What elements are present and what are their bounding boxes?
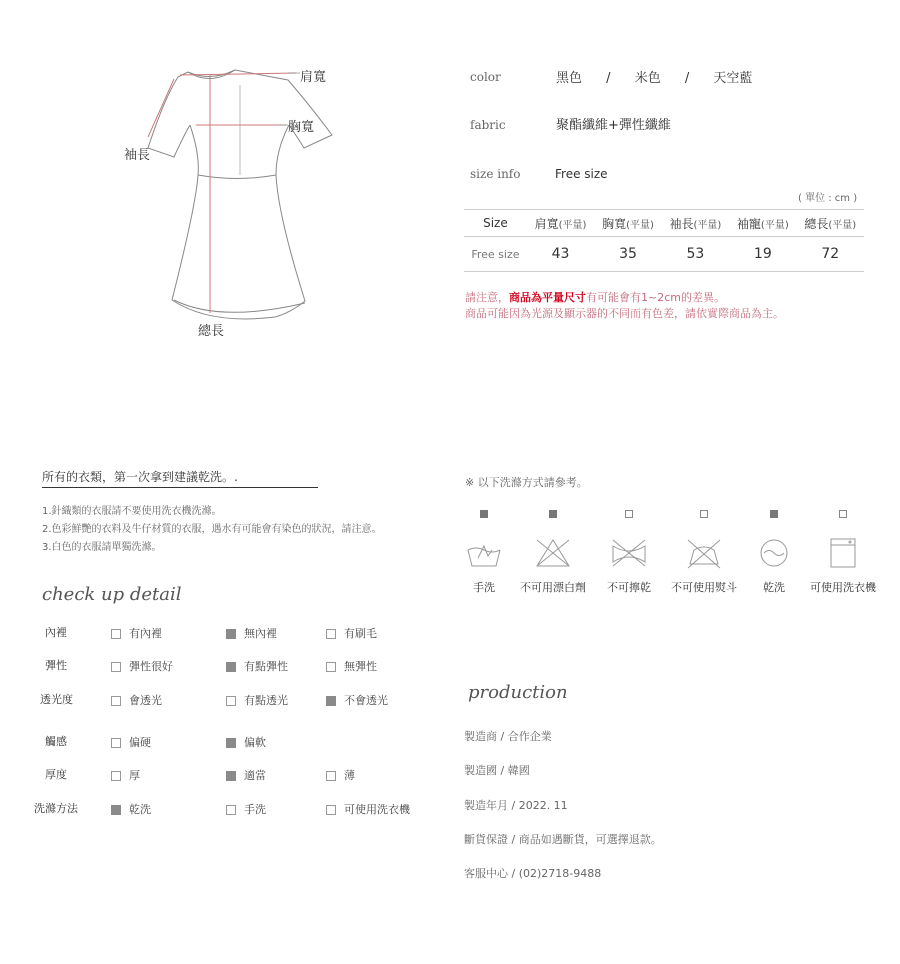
color-label: color [470, 70, 501, 84]
check-option-label: 有點彈性 [244, 660, 288, 673]
checkbox[interactable] [226, 738, 236, 748]
check-option[interactable] [226, 658, 288, 674]
checkbox[interactable] [111, 629, 121, 639]
checkbox[interactable] [111, 662, 121, 672]
care-checkbox[interactable] [770, 510, 778, 518]
check-option-label: 厚 [129, 769, 140, 782]
check-option-label: 有內裡 [129, 627, 162, 640]
care-checkbox[interactable] [700, 510, 708, 518]
cell-length: 72 [797, 237, 864, 272]
cell-chest: 35 [594, 237, 661, 272]
checkbox[interactable] [111, 771, 121, 781]
check-option-label: 會透光 [129, 694, 162, 707]
header-sleeve: 袖長(平量) [662, 210, 729, 237]
check-option-label: 有刷毛 [344, 627, 377, 640]
check-option[interactable] [111, 658, 173, 674]
size-table-header [464, 210, 864, 237]
check-option-label: 有點透光 [244, 694, 288, 707]
cell-size: Free size [464, 237, 527, 272]
check-option[interactable] [226, 734, 266, 750]
header-armhole: 袖寵(平量) [729, 210, 796, 237]
care-checkbox[interactable] [625, 510, 633, 518]
check-option-label: 適當 [244, 769, 266, 782]
checkbox[interactable] [226, 662, 236, 672]
check-option[interactable] [226, 692, 288, 708]
check-row-label: 彈性 [45, 659, 67, 672]
label-shoulder: 肩寬 [300, 70, 327, 85]
check-row-label: 內裡 [45, 626, 67, 639]
no-bleach-icon [535, 536, 571, 574]
fabric-value: 聚酯纖維+彈性纖維 [556, 118, 671, 133]
checkbox[interactable] [111, 805, 121, 815]
check-detail-title: check up detail [42, 584, 182, 605]
production-service: 客服中心 / (02)2718-9488 [464, 867, 602, 880]
fabric-label: fabric [470, 118, 506, 132]
header-chest: 胸寬(平量) [594, 210, 661, 237]
check-row-label: 洗滌方法 [34, 802, 78, 815]
production-title: production [468, 682, 568, 703]
label-sleeve: 袖長 [124, 148, 151, 163]
size-info-value: Free size [555, 167, 608, 181]
care-label: 乾洗 [763, 581, 785, 594]
check-option-label: 手洗 [244, 803, 266, 816]
notice-line-2: 商品可能因為光源及顯示器的不同而有色差，請依實際商品為主。 [465, 307, 784, 320]
checkbox[interactable] [326, 696, 336, 706]
check-row-label: 透光度 [40, 693, 73, 706]
check-option-label: 偏硬 [129, 736, 151, 749]
header-size: Size [464, 210, 527, 237]
unit-note: ( 單位 : cm ) [798, 193, 858, 204]
checkbox[interactable] [226, 805, 236, 815]
care-checkbox[interactable] [480, 510, 488, 518]
care-label: 不可擰乾 [607, 581, 651, 594]
check-option-label: 可使用洗衣機 [344, 803, 410, 816]
care-label: 手洗 [473, 581, 495, 594]
check-option[interactable] [226, 625, 277, 641]
check-option[interactable] [326, 658, 377, 674]
check-option[interactable] [326, 625, 377, 641]
check-option[interactable] [111, 692, 162, 708]
check-option-label: 偏軟 [244, 736, 266, 749]
cell-sleeve: 53 [662, 237, 729, 272]
check-option[interactable] [326, 801, 410, 817]
hand-wash-icon [466, 536, 502, 574]
cell-shoulder: 43 [527, 237, 594, 272]
production-date: 製造年月 / 2022. 11 [464, 799, 568, 812]
checkbox[interactable] [226, 771, 236, 781]
check-option[interactable] [111, 801, 151, 817]
color-black: 黑色 [556, 71, 583, 86]
dry-clean-icon [756, 536, 792, 574]
size-info-label: size info [470, 167, 521, 181]
check-row-label: 厚度 [45, 768, 67, 781]
check-row-label: 觸感 [45, 735, 67, 748]
check-option-label: 彈性很好 [129, 660, 173, 673]
color-values [556, 67, 752, 86]
care-label: 不可用漂白劑 [520, 581, 586, 594]
header-length: 總長(平量) [797, 210, 864, 237]
label-length: 總長 [198, 324, 225, 339]
color-sep: / [606, 71, 611, 86]
check-option[interactable] [226, 801, 266, 817]
care-label: 不可使用熨斗 [671, 581, 737, 594]
check-option-label: 薄 [344, 769, 355, 782]
care-note: ※ 以下洗滌方式請參考。 [465, 476, 588, 489]
wash-note-1: 1.針織類的衣服請不要使用洗衣機洗滌。 [42, 506, 222, 517]
no-iron-icon [686, 536, 722, 574]
check-option-label: 乾洗 [129, 803, 151, 816]
wash-notes-title: 所有的衣類，第一次拿到建議乾洗。. [42, 468, 318, 488]
production-country: 製造國 / 韓國 [464, 764, 530, 777]
header-shoulder: 肩寬(平量) [527, 210, 594, 237]
no-wring-icon [611, 536, 647, 574]
color-sep: / [684, 71, 690, 86]
checkbox[interactable] [326, 662, 336, 672]
checkbox[interactable] [111, 738, 121, 748]
size-table [464, 209, 864, 272]
production-maker: 製造商 / 合作企業 [464, 730, 552, 743]
check-option-label: 無彈性 [344, 660, 377, 673]
check-option[interactable] [111, 625, 162, 641]
check-option[interactable] [326, 767, 355, 783]
check-option-label: 無內裡 [244, 627, 277, 640]
dress-diagram [100, 55, 360, 345]
check-option[interactable] [326, 692, 388, 708]
checkbox[interactable] [326, 805, 336, 815]
machine-wash-icon [825, 536, 861, 574]
check-option[interactable] [111, 734, 151, 750]
care-label: 可使用洗衣機 [810, 581, 876, 594]
wash-note-3: 3.白色的衣服請單獨洗滌。 [42, 542, 162, 553]
check-option-label: 不會透光 [344, 694, 388, 707]
care-checkbox[interactable] [549, 510, 557, 518]
wash-note-2: 2.色彩鮮艷的衣料及牛仔材質的衣服，遇水有可能會有染色的狀況，請注意。 [42, 524, 382, 535]
check-option[interactable] [226, 767, 266, 783]
checkbox[interactable] [226, 696, 236, 706]
care-checkbox[interactable] [839, 510, 847, 518]
check-option[interactable] [111, 767, 140, 783]
color-beige: 米色 [634, 71, 661, 86]
production-guarantee: 斷貨保證 / 商品如遇斷貨，可選擇退款。 [464, 833, 662, 846]
notice-line-1: 請注意，商品為平量尺寸有可能會有1~2cm的差異。 [465, 291, 725, 304]
color-sky-blue: 天空藍 [713, 71, 753, 86]
checkbox[interactable] [326, 629, 336, 639]
label-chest: 胸寬 [288, 120, 315, 135]
table-row [464, 237, 864, 272]
checkbox[interactable] [326, 771, 336, 781]
checkbox[interactable] [111, 696, 121, 706]
checkbox[interactable] [226, 629, 236, 639]
cell-armhole: 19 [729, 237, 796, 272]
